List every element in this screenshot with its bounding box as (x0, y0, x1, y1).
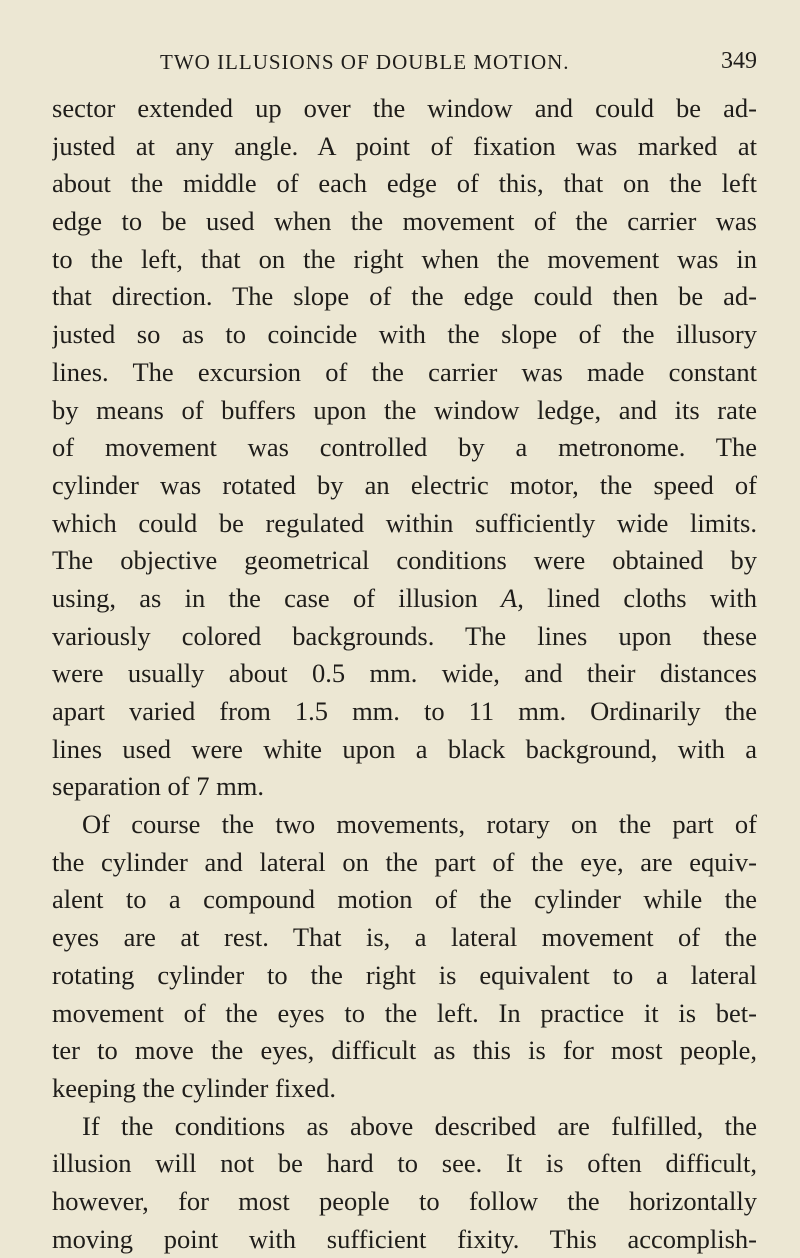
text-line: however, for most people to follow the horizontally (52, 1185, 757, 1216)
text-line: edge to be used when the movement of the carrier was (52, 206, 757, 237)
paragraph-last-line: separation of 7 mm. (52, 771, 264, 802)
text-line: to the left, that on the right when the movement was in (52, 243, 757, 274)
body-text (52, 90, 757, 1258)
text-line: that direction. The slope of the edge could then be ad- (52, 281, 757, 312)
text-line: rotating cylinder to the right is equivalent to a lateral (52, 959, 757, 990)
text-line: ter to move the eyes, difficult as this is for most people, (52, 1035, 757, 1066)
text-line-with-italic (52, 580, 757, 618)
running-head: TWO ILLUSIONS OF DOUBLE MOTION. (160, 50, 570, 74)
text-line: which could be regulated within sufficiently wide limits. (52, 507, 757, 538)
paragraph-last-line: keeping the cylinder fixed. (52, 1072, 337, 1103)
text-line: justed at any angle. A point of fixation was marked at (52, 130, 757, 161)
text-fragment: , lined cloths with (517, 582, 757, 613)
text-line: about the middle of each edge of this, that on the left (52, 168, 757, 199)
text-line: variously colored backgrounds. The lines upon these (52, 620, 757, 651)
text-line: alent to a compound motion of the cylinder while the (52, 884, 757, 915)
text-fragment: using, as in the case of illusion (52, 582, 478, 613)
text-line: of movement was controlled by a metronome. The (52, 432, 757, 463)
text-line: sector extended up over the window and could be ad- (52, 93, 757, 123)
text-line: The objective geometrical conditions were obtained by (52, 545, 757, 576)
page-header (52, 50, 757, 80)
text-line: apart varied from 1.5 mm. to 11 mm. Ordinarily the (52, 696, 757, 726)
text-line: were usually about 0.5 mm. wide, and their distances (52, 658, 757, 689)
text-line: justed so as to coincide with the slope of the illusory (52, 319, 757, 350)
paragraph-first-line: If the conditions as above described are fulfilled, the (82, 1110, 757, 1141)
text-line: lines used were white upon a black background, with a (52, 733, 757, 764)
text-line: lines. The excursion of the carrier was made constant (52, 356, 757, 387)
text-line: the cylinder and lateral on the part of the eye, are equiv- (52, 846, 757, 877)
page-number: 349 (721, 48, 757, 74)
text-line: eyes are at rest. That is, a lateral movement of the (52, 922, 757, 953)
paragraph-first-line: Of course the two movements, rotary on the part of (82, 809, 757, 840)
italic-illusion-label: A (501, 582, 518, 613)
text-line: by means of buffers upon the window ledge, and its rate (52, 394, 757, 425)
text-line: illusion will not be hard to see. It is often difficult, (52, 1148, 757, 1179)
text-line: moving point with sufficient fixity. This accomplish- (52, 1223, 757, 1254)
text-line: cylinder was rotated by an electric motor, the speed of (52, 469, 757, 500)
text-line: movement of the eyes to the left. In practice it is bet- (52, 997, 757, 1028)
